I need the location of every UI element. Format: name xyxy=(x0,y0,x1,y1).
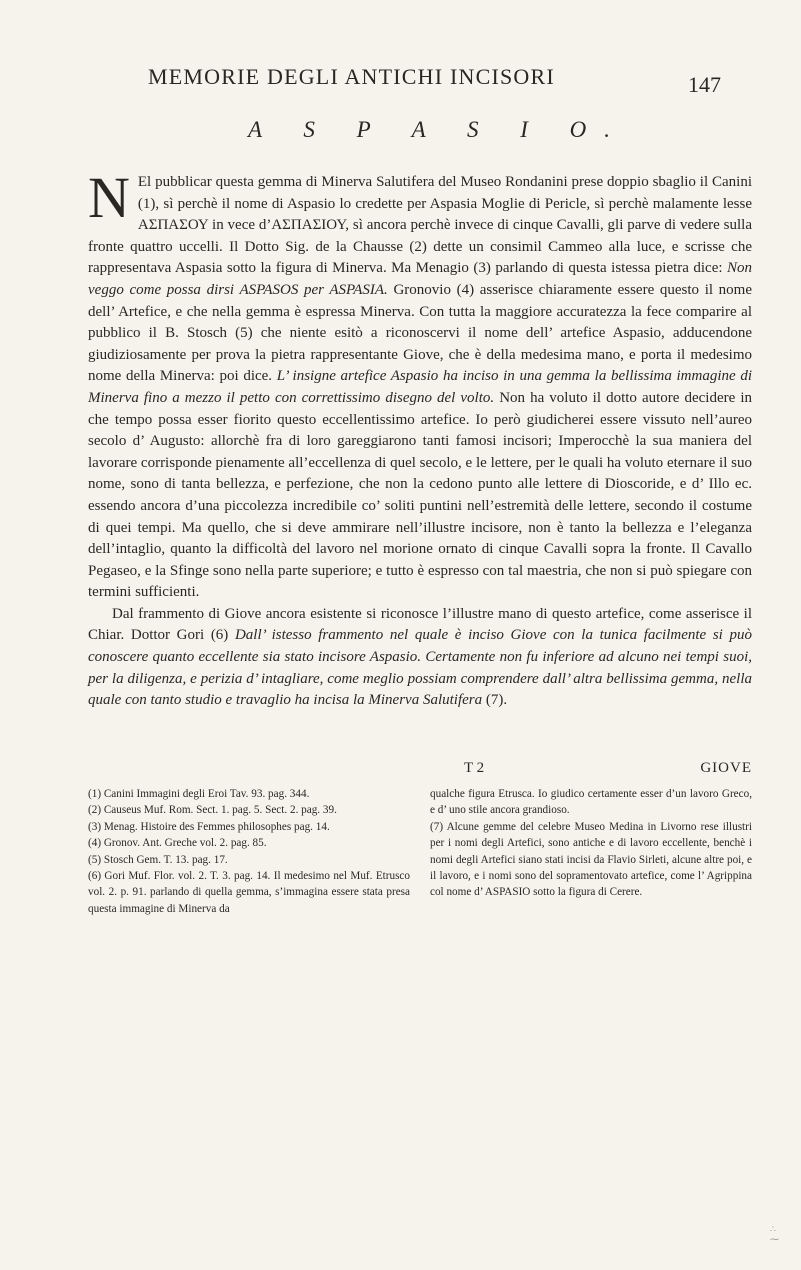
footnotes-left-column xyxy=(88,786,410,917)
footnote: (3) Menag. Histoire des Femmes philosophes pag. 14. xyxy=(88,820,330,833)
running-head: MEMORIE DEGLI ANTICHI INCISORI xyxy=(148,64,555,89)
menagio-quote: Non veggo come possa dirsi ASPASOS per ASPASIA. xyxy=(88,260,752,298)
gori-quote: Dall’ istesso frammento nel quale è inciso Giove con la tunica facilmente si può conoscere quanto eccellente sia stato incisore Aspasio. Certamente non fu inferiore ad alcuno nei tempi suoi, per la diligenza, e perizia d’ intagliare, come meglio possiam comprendere dall’ altra bellissima gemma, nella quale con tanto studio e travaglio ha incisa la Minerva Salutifera xyxy=(88,627,752,709)
paragraph-2-text-a: Dal frammento di Giove ancora esistente si riconosce l’illustre mano di questo artefice, come asserisce il Chiar. Dottor Gori (6) xyxy=(88,605,752,644)
catchword: GIOVE xyxy=(700,760,752,776)
footnote: qualche figura Etrusca. Io giudico certamente esser d’un lavoro Greco, e d’ uno stile ancora grandioso. xyxy=(430,788,752,817)
signature-mark: T 2 xyxy=(464,760,485,776)
paragraph-2 xyxy=(88,604,752,712)
paragraph-1-text-c: Non ha voluto il dotto autore decidere in che tempo possa esser fiorito questo eccellentissimo artefice. Io però giudicherei essere vissuto nell’aureo secolo d’ Augusto: allorchè fra di loro gareggiarono tanti famosi incisori; Imperocchè la sua maniera del lavorare corrisponde pienamente all’eccellenza di quel secolo, e le lettere, per le quali ha voluto eternare il suo nome, sono di tanta bellezza, e perfezione, che non la cedono punto alle lettere di Dioscoride, e d’ Illo ec. essendo ancora d’una piccolezza incredibile co’ soliti puntini nell’estremità delle lettere, secondo il costume di quei tempi. Ma quello, che si deve ammirare nell’illustre incisore, non è tanto la bellezza e l’eleganza dell’intaglio, quanto la difficoltà del lavoro nel morione ornato di cinque Cavalli sopra la fronte. Il Cavallo Pegaseo, e la Sfinge sono nella parte superiore; e tutto è espresso con tal maestria, che non si può spiegare con termini sufficienti. xyxy=(88,389,752,601)
paragraph-2-text-b: (7). xyxy=(482,692,508,709)
main-text xyxy=(88,165,752,712)
catchword-line xyxy=(88,760,752,780)
paragraph-1-text-a: El pubblicar questa gemma di Minerva Salutifera del Museo Rondanini prese doppio sbaglio il Canini (1), sì perchè il nome di Aspasio lo credette per Aspasia Moglie di Pericle, sì perchè malamente lesse ΑΣΠΑΣΟΥ in vece d’ΑΣΠΑΣΙΟΥ, sì ancora perchè invece di cinque Cavalli, gli parve di vedere sulla fronte quattro uccelli. Il Dotto Sig. de la Chausse (2) dette un consimil Cammeo alla luce, e scrisse che rappresentava Aspasia sotto la figura di Minerva. Ma Menagio (3) parlando di questa istessa pietra dice: xyxy=(88,174,752,277)
footnote: (2) Causeus Muf. Rom. Sect. 1. pag. 5. Sect. 2. pag. 39. xyxy=(88,804,337,817)
footnote: (4) Gronov. Ant. Greche vol. 2. pag. 85. xyxy=(88,837,267,850)
footnote: (1) Canini Immagini degli Eroi Tav. 93. pag. 344. xyxy=(88,788,310,800)
footnote: (6) Gori Muf. Flor. vol. 2. T. 3. pag. 14. Il medesimo nel Muf. Etrusco vol. 2. p. 91. parlando di quella gemma, s’immagina essere stata presa questa immagine di Minerva da xyxy=(88,870,410,915)
paragraph-1-text-b: Gronovio (4) asserisce chiaramente essere questo il nome dell’ Artefice, e che nella gemma è espressa Minerva. Con tutta la maggiore accuratezza la fece comparire al pubblico il B. Stosch (5) che niente esitò a riconoscervi il nome dell’ artefice Aspasio, adducendone giudiziosamente per prova la pietra rappresentante Giove, che è della medesima mano, e porta il medesimo nome della Minerva: poi dice. xyxy=(88,281,752,385)
footnote: (5) Stosch Gem. T. 13. pag. 17. xyxy=(88,853,228,866)
footnotes xyxy=(88,786,752,917)
stosch-quote: L’ insigne artefice Aspasio ha inciso in una gemma la bellissima immagine di Minerva fino a mezzo il petto con correttissimo disegno del volto. xyxy=(88,368,752,406)
page-number: 147 xyxy=(688,72,721,97)
article-title: A S P A S I O. xyxy=(248,117,629,142)
footnotes-right-column xyxy=(430,786,752,917)
paragraph-1 xyxy=(88,165,752,604)
drop-capital: N xyxy=(88,165,130,230)
library-stamp-mark: ∴ ⁓ xyxy=(770,1224,779,1244)
footnote: (7) Alcune gemme del celebre Museo Medina in Livorno rese illustri per i nomi degli Artefici, sono antiche e di lavoro eccellente, benchè i nomi degli Artefici siano stati incisi da Flavio Sirleti, alcune altre poi, e il lavoro, e i nomi sono del sopramentovato artefice, come l’ Agrippina col nome d’ ASPASIO sotto la figura di Cerere. xyxy=(430,820,752,899)
